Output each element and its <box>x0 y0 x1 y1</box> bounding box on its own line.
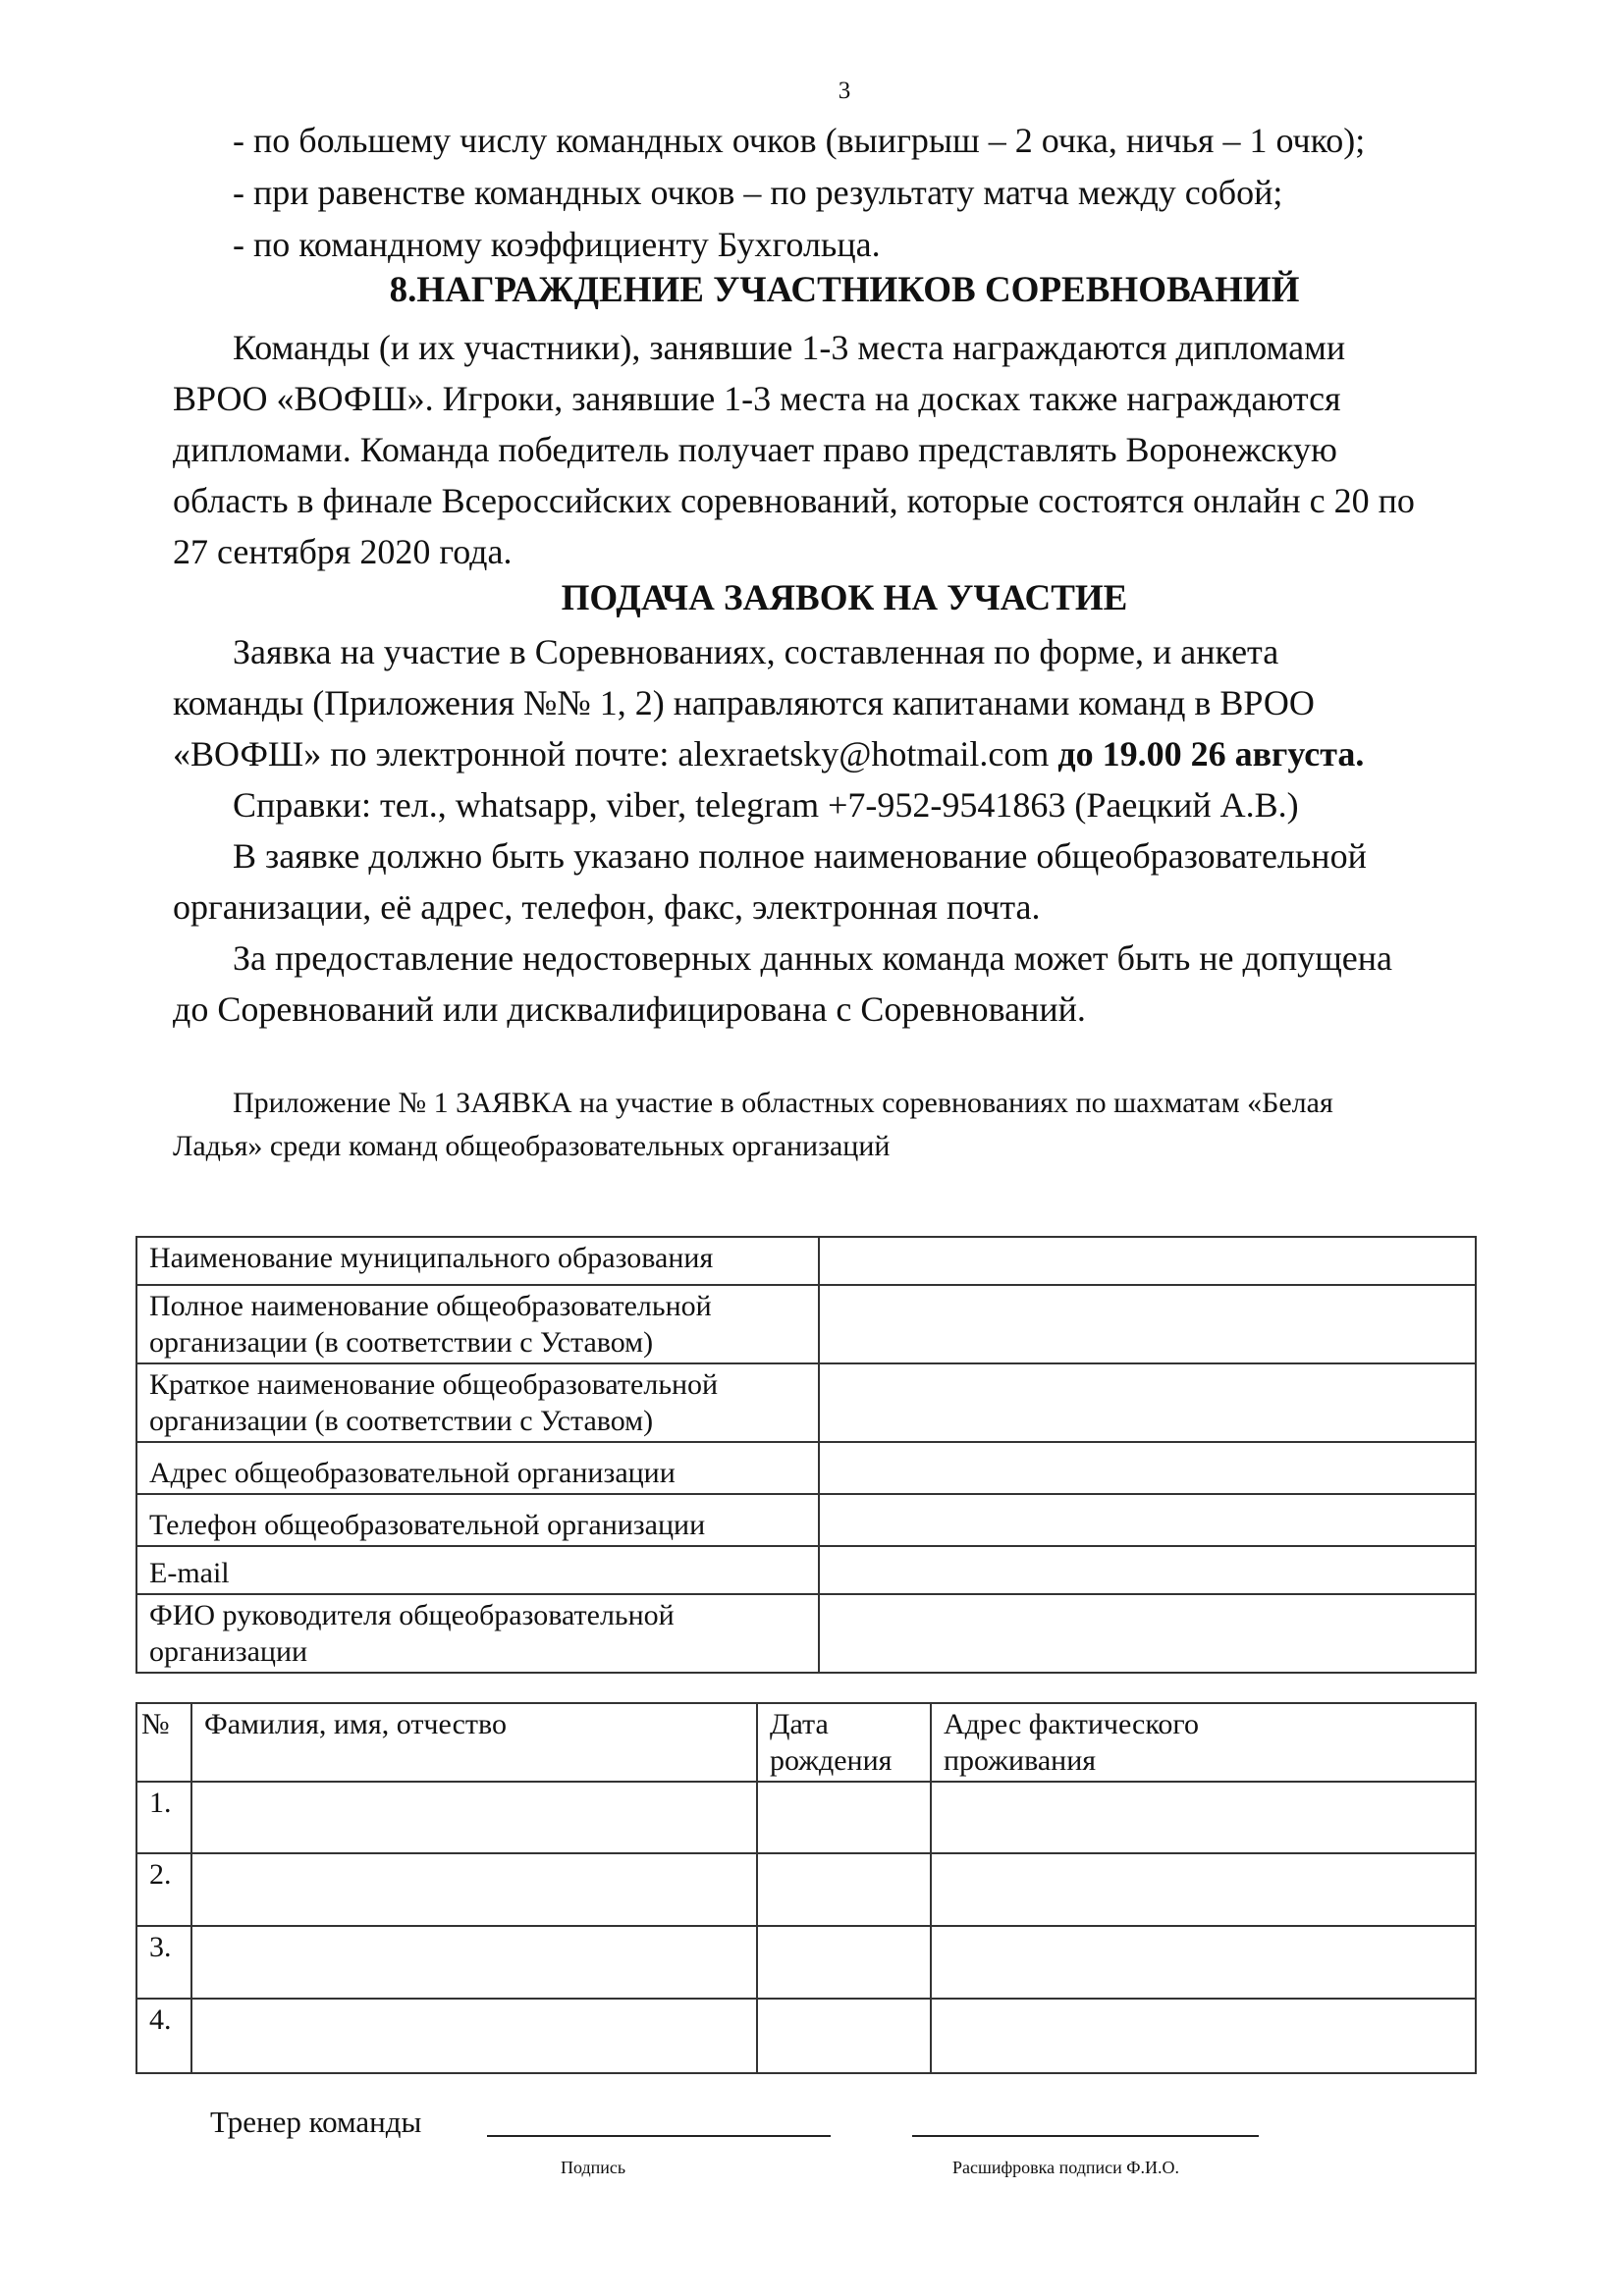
table-row <box>136 1853 1476 1926</box>
row-number: 2. <box>136 1853 191 1926</box>
player-address-cell[interactable] <box>931 1853 1476 1926</box>
org-value-cell[interactable] <box>819 1594 1476 1673</box>
organization-table <box>135 1236 1477 1674</box>
applications-line-3-prefix: «ВОФШ» по электронной почте: <box>173 734 678 774</box>
header-address: Адрес фактического проживания <box>931 1703 1476 1782</box>
player-address-cell[interactable] <box>931 1782 1476 1853</box>
org-label: E-mail <box>136 1546 819 1594</box>
table-row <box>136 1782 1476 1853</box>
table-row <box>136 1594 1476 1673</box>
org-value-cell[interactable] <box>819 1285 1476 1363</box>
org-label: Полное наименование общеобразовательной организации (в соответствии с Уставом) <box>136 1285 819 1363</box>
applications-line-7: За предоставление недостоверных данных команда может быть не допущена <box>233 938 1393 978</box>
appendix-line-1: Приложение № 1 ЗАЯВКА на участие в областных соревнованиях по шахматам «Белая <box>233 1087 1333 1119</box>
org-value-cell[interactable] <box>819 1494 1476 1546</box>
table-row <box>136 1442 1476 1494</box>
table-row <box>136 1285 1476 1363</box>
table-row <box>136 1999 1476 2073</box>
email-link[interactable]: alexraetsky@hotmail.com <box>677 734 1050 774</box>
player-name-cell[interactable] <box>191 1853 757 1926</box>
applications-line-1: Заявка на участие в Соревнованиях, составленная по форме, и анкета <box>233 632 1279 671</box>
player-birth-cell[interactable] <box>757 1782 931 1853</box>
player-name-cell[interactable] <box>191 1999 757 2073</box>
applications-line-3 <box>173 730 1364 777</box>
org-value-cell[interactable] <box>819 1237 1476 1285</box>
org-label: Наименование муниципального образования <box>136 1237 819 1285</box>
table-row <box>136 1494 1476 1546</box>
table-row <box>136 1237 1476 1285</box>
org-value-cell[interactable] <box>819 1442 1476 1494</box>
applications-line-5: В заявке должно быть указано полное наименование общеобразовательной <box>233 836 1367 876</box>
player-name-cell[interactable] <box>191 1782 757 1853</box>
row-number: 4. <box>136 1999 191 2073</box>
header-birth-date: Дата рождения <box>757 1703 931 1782</box>
page-number: 3 <box>838 78 851 104</box>
player-address-cell[interactable] <box>931 1926 1476 1999</box>
coach-label: Тренер команды <box>210 2105 422 2139</box>
header-number: № <box>136 1703 191 1782</box>
awards-line-5: 27 сентября 2020 года. <box>173 532 513 571</box>
player-birth-cell[interactable] <box>757 1926 931 1999</box>
player-birth-cell[interactable] <box>757 1853 931 1926</box>
table-row <box>136 1926 1476 1999</box>
awards-line-2: ВРОО «ВОФШ». Игроки, занявшие 1-3 места на досках также награждаются <box>173 379 1341 418</box>
table-row <box>136 1363 1476 1442</box>
applications-line-6: организации, её адрес, телефон, факс, электронная почта. <box>173 887 1041 927</box>
player-address-cell[interactable] <box>931 1999 1476 2073</box>
table-header-row <box>136 1703 1476 1782</box>
applications-heading: ПОДАЧА ЗАЯВОК НА УЧАСТИЕ <box>561 578 1128 618</box>
org-label: ФИО руководителя общеобразовательной организации <box>136 1594 819 1673</box>
org-label: Краткое наименование общеобразовательной организации (в соответствии с Уставом) <box>136 1363 819 1442</box>
org-label: Телефон общеобразовательной организации <box>136 1494 819 1546</box>
org-value-cell[interactable] <box>819 1363 1476 1442</box>
decode-caption: Расшифровка подписи Ф.И.О. <box>952 2158 1179 2177</box>
org-label: Адрес общеобразовательной организации <box>136 1442 819 1494</box>
deadline-text: до 19.00 26 августа. <box>1049 734 1365 774</box>
applications-line-2: команды (Приложения №№ 1, 2) направляются капитанами команд в ВРОО <box>173 683 1315 722</box>
signature-caption: Подпись <box>561 2158 626 2177</box>
header-full-name: Фамилия, имя, отчество <box>191 1703 757 1782</box>
awards-line-3: дипломами. Команда победитель получает право представлять Воронежскую <box>173 430 1337 469</box>
name-decode-line[interactable] <box>912 2135 1259 2137</box>
awards-line-4: область в финале Всероссийских соревнований, которые состоятся онлайн с 20 по <box>173 481 1415 520</box>
table-row <box>136 1546 1476 1594</box>
criteria-line-1: - по большему числу командных очков (выигрыш – 2 очка, ничья – 1 очко); <box>233 121 1366 160</box>
org-value-cell[interactable] <box>819 1546 1476 1594</box>
appendix-line-2: Ладья» среди команд общеобразовательных организаций <box>173 1130 891 1162</box>
awards-line-1: Команды (и их участники), занявшие 1-3 места награждаются дипломами <box>233 328 1346 367</box>
contacts-line: Справки: тел., whatsapp, viber, telegram +7-952-9541863 (Раецкий А.В.) <box>233 785 1299 825</box>
players-table <box>135 1702 1477 2074</box>
applications-line-8: до Соревнований или дисквалифицирована с Соревнований. <box>173 989 1086 1029</box>
section-8-heading: 8.НАГРАЖДЕНИЕ УЧАСТНИКОВ СОРЕВНОВАНИЙ <box>389 270 1300 310</box>
player-birth-cell[interactable] <box>757 1999 931 2073</box>
signature-line[interactable] <box>487 2135 831 2137</box>
criteria-line-3: - по командному коэффициенту Бухгольца. <box>233 225 881 264</box>
row-number: 1. <box>136 1782 191 1853</box>
row-number: 3. <box>136 1926 191 1999</box>
criteria-line-2: - при равенстве командных очков – по результату матча между собой; <box>233 173 1283 212</box>
player-name-cell[interactable] <box>191 1926 757 1999</box>
